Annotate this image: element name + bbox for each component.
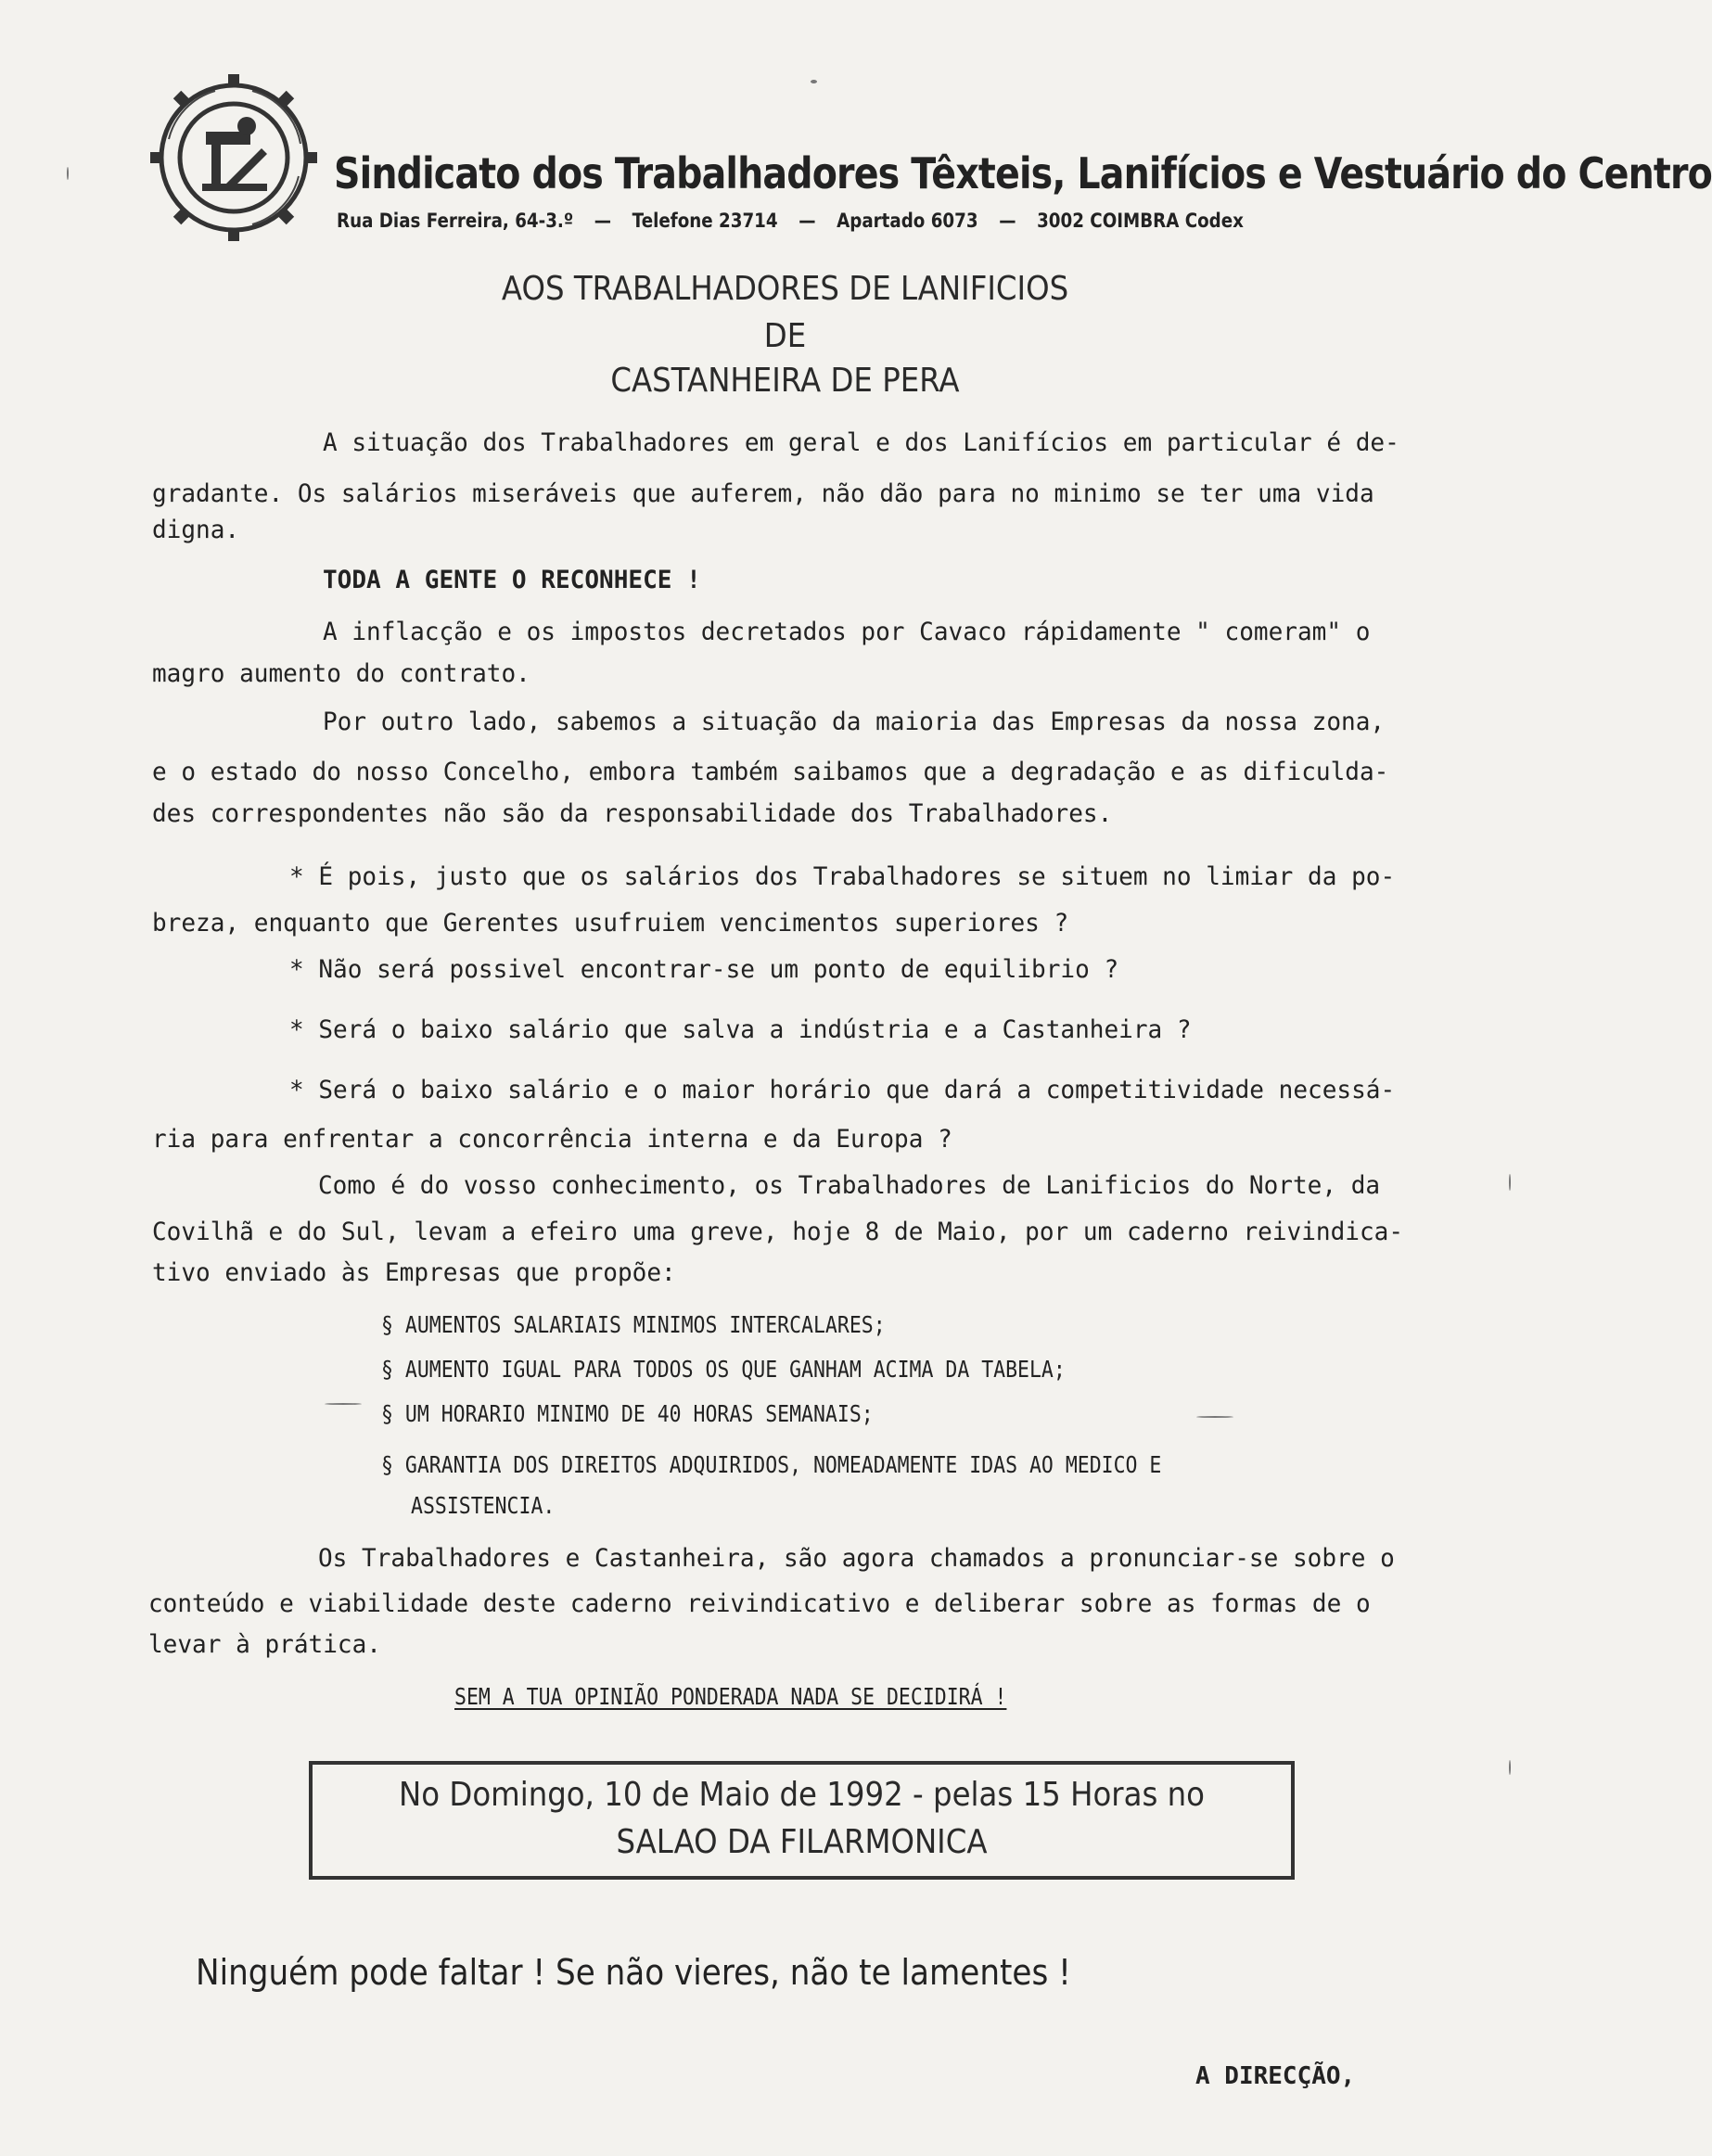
union-logo-icon [150, 74, 317, 241]
question-line: * Será o baixo salário e o maior horário que dará a competitividade necessá- [289, 1076, 1396, 1104]
paragraph-line: Por outro lado, sabemos a situação da maioria das Empresas da nossa zona, [323, 708, 1386, 736]
question-line: ria para enfrentar a concorrência interna e da Europa ? [152, 1125, 952, 1154]
street-address: Rua Dias Ferreira, 64-3.º [337, 210, 574, 232]
paragraph-line: A situação dos Trabalhadores em geral e dos Lanifícios em particular é de- [323, 428, 1399, 457]
question-line: * É pois, justo que os salários dos Trabalhadores se situem no limiar da po- [289, 862, 1396, 891]
demand-item: § UM HORARIO MINIMO DE 40 HORAS SEMANAIS; [381, 1400, 874, 1427]
scan-mark [325, 1403, 362, 1405]
closing-appeal: Ninguém pode faltar ! Se não vieres, não te lamentes ! [196, 1952, 1071, 1993]
union-name: Sindicato dos Trabalhadores Têxteis, Lanifícios e Vestuário do Centro [334, 148, 1712, 198]
meeting-venue-line: SALAO DA FILARMONICA [616, 1823, 988, 1861]
phone-number: Telefone 23714 [632, 210, 778, 232]
paragraph-line: conteúdo e viabilidade deste caderno reivindicativo e deliberar sobre as formas de o [148, 1589, 1371, 1618]
question-line: * Será o baixo salário que salva a indústria e a Castanheira ? [289, 1015, 1192, 1044]
paragraph-line: Covilhã e do Sul, levam a efeiro uma greve, hoje 8 de Maio, por um caderno reivindica- [152, 1218, 1404, 1246]
meeting-date-line: No Domingo, 10 de Maio de 1992 - pelas 15 Horas no [399, 1776, 1205, 1814]
po-box: Apartado 6073 [837, 210, 978, 232]
postal-code: 3002 COIMBRA Codex [1037, 210, 1244, 232]
letterhead-address [337, 210, 1466, 232]
signature: A DIRECÇÃO, [1195, 2062, 1356, 2090]
paragraph-line: magro aumento do contrato. [152, 659, 530, 688]
demand-item: ASSISTENCIA. [411, 1492, 556, 1519]
paragraph-line: e o estado do nosso Concelho, embora também saibamos que a degradação e as dificulda- [152, 758, 1389, 786]
paragraph-line: digna. [152, 516, 240, 544]
scan-mark [1509, 1174, 1511, 1191]
scan-mark [1196, 1416, 1233, 1418]
separator: — [799, 210, 816, 232]
demand-item: § GARANTIA DOS DIREITOS ADQUIRIDOS, NOMEADAMENTE IDAS AO MEDICO E [381, 1451, 1162, 1478]
question-line: breza, enquanto que Gerentes usufruiem vencimentos superiores ? [152, 909, 1069, 938]
separator: — [594, 210, 612, 232]
scan-mark [1509, 1760, 1511, 1775]
paragraph-line: A inflacção e os impostos decretados por Cavaco rápidamente " comeram" o [323, 618, 1371, 646]
paragraph-line: tivo enviado às Empresas que propõe: [152, 1258, 676, 1287]
scan-mark [811, 80, 817, 83]
paragraph-line: levar à prática. [148, 1630, 381, 1659]
question-line: * Não será possivel encontrar-se um ponto de equilibrio ? [289, 955, 1119, 984]
paragraph-line: des correspondentes não são da responsabilidade dos Trabalhadores. [152, 799, 1113, 828]
scan-mark [67, 167, 69, 180]
meeting-notice-box [309, 1761, 1295, 1880]
demand-item: § AUMENTO IGUAL PARA TODOS OS QUE GANHAM ACIMA DA TABELA; [381, 1356, 1066, 1383]
emphasis-line: TODA A GENTE O RECONHECE ! [323, 566, 701, 594]
paragraph-line: Como é do vosso conhecimento, os Trabalhadores de Lanificios do Norte, da [318, 1171, 1381, 1200]
paragraph-line: gradante. Os salários miseráveis que auferem, não dão para no minimo se ter uma vida [152, 479, 1374, 508]
separator: — [999, 210, 1016, 232]
heading-line-2: DE [763, 317, 807, 355]
demand-item: § AUMENTOS SALARIAIS MINIMOS INTERCALARES; [381, 1311, 886, 1338]
paragraph-line: Os Trabalhadores e Castanheira, são agora chamados a pronunciar-se sobre o [318, 1544, 1395, 1573]
heading-line-1: AOS TRABALHADORES DE LANIFICIOS [501, 270, 1069, 308]
call-to-action: SEM A TUA OPINIÃO PONDERADA NADA SE DECIDIRÁ ! [454, 1683, 1007, 1710]
heading-line-3: CASTANHEIRA DE PERA [610, 362, 960, 400]
